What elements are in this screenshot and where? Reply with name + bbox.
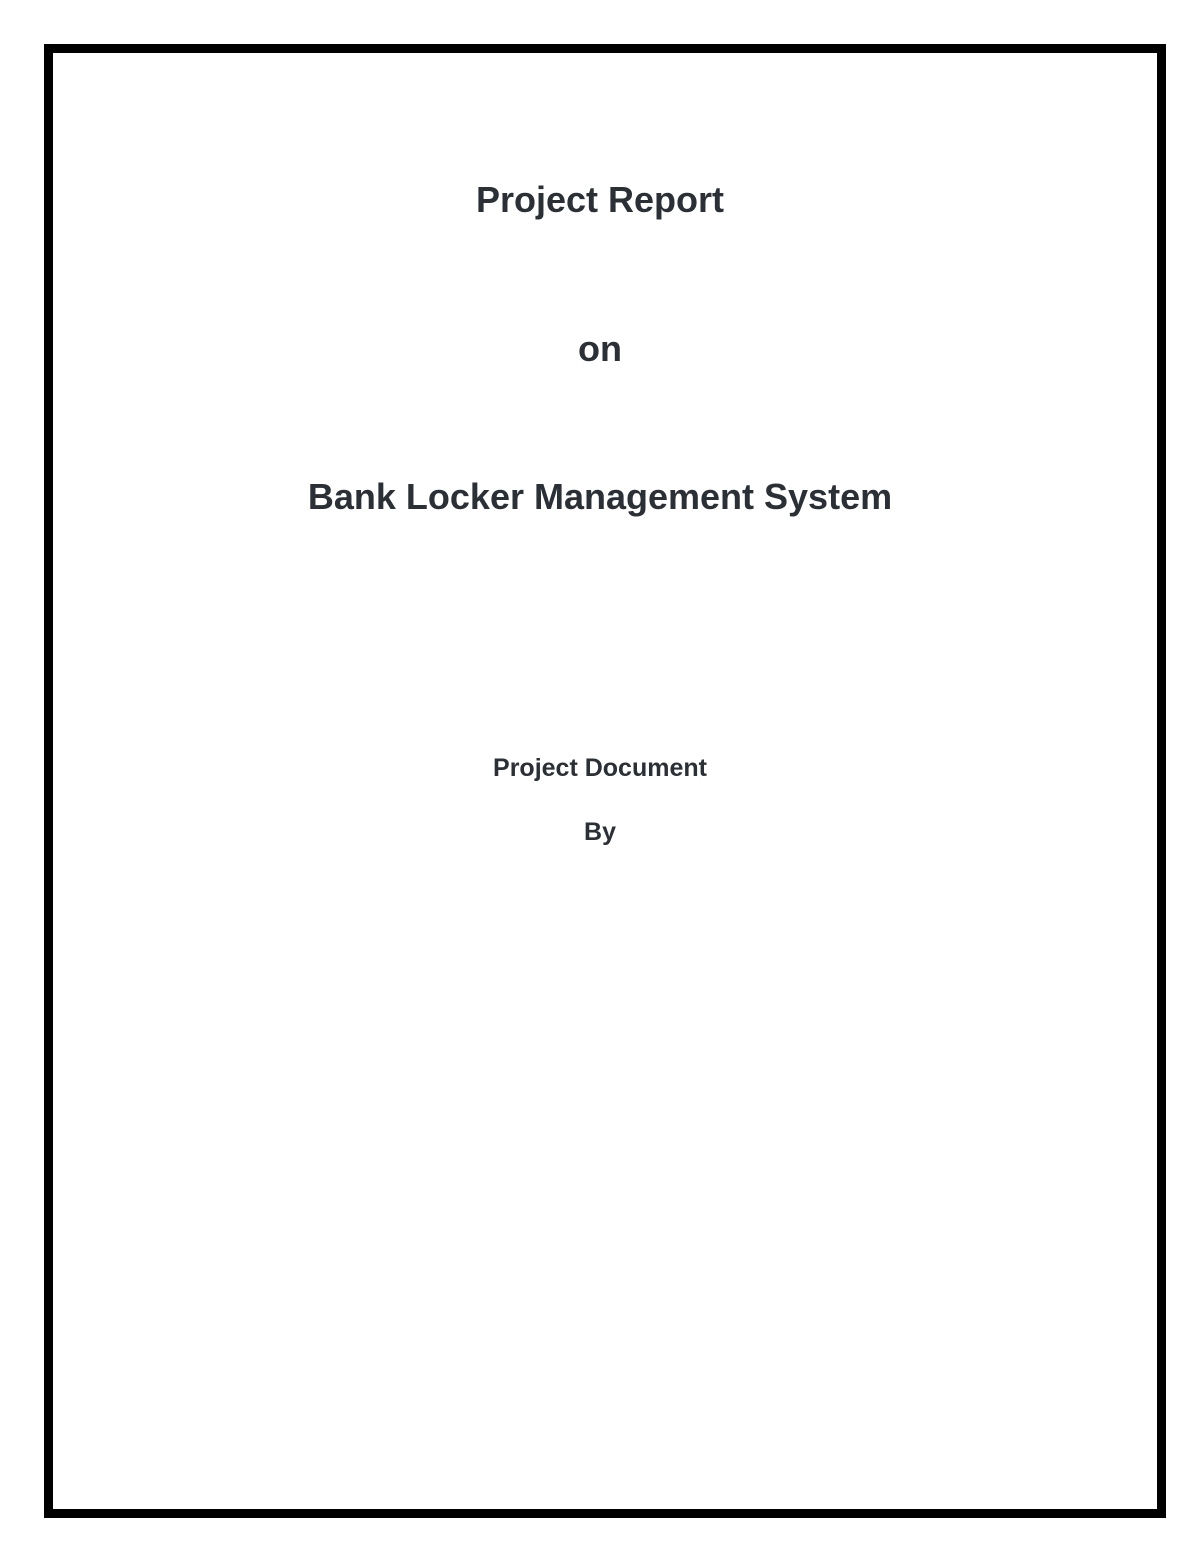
report-title: Project Report [475,179,725,220]
project-subject: Bank Locker Management System [307,476,893,517]
connector-text: on [578,328,622,369]
document-label: Project Document [493,754,707,782]
author-by-label: By [584,818,616,846]
